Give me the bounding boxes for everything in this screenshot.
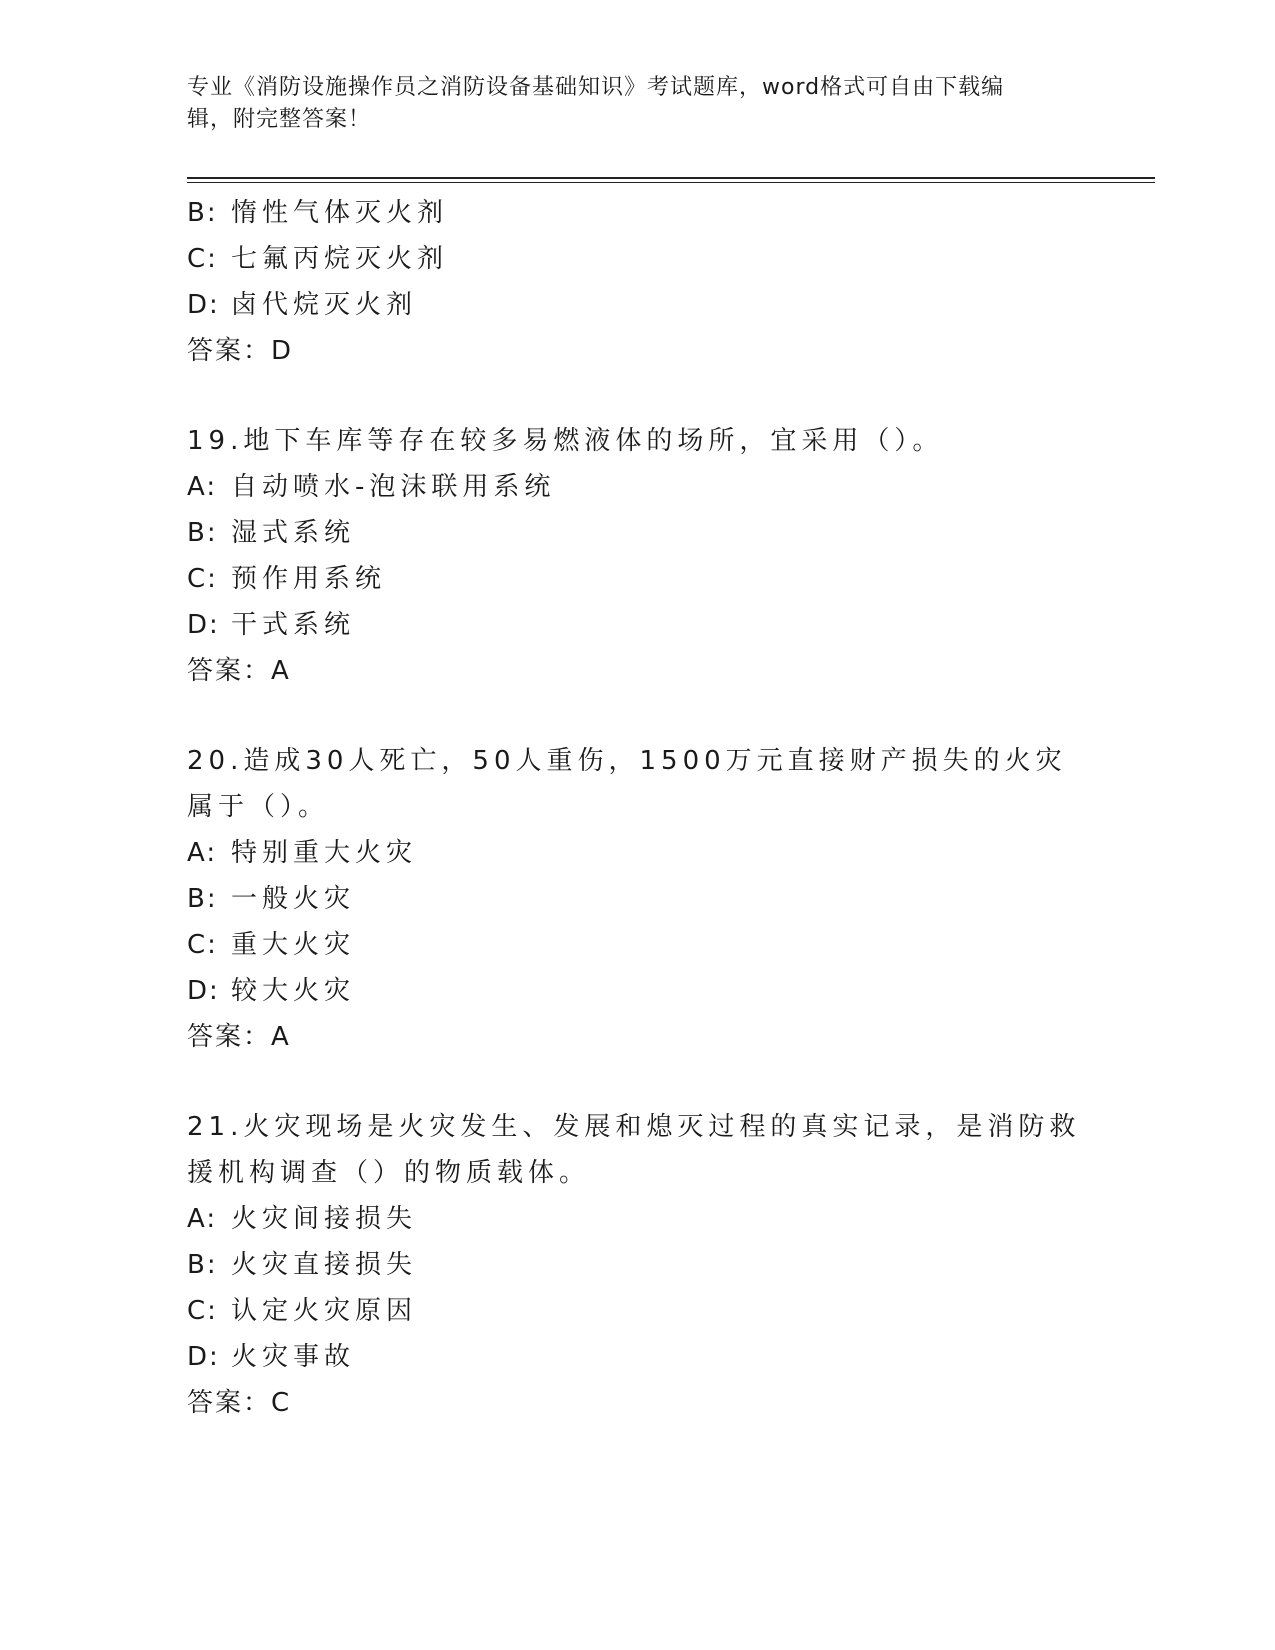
option-b: B: 惰性气体灭火剂 bbox=[187, 198, 449, 228]
header-rule-thin bbox=[187, 182, 1155, 183]
option-c: C: 认定火灾原因 bbox=[187, 1296, 418, 1326]
document-header bbox=[187, 72, 1087, 136]
question-20 bbox=[187, 738, 1087, 1060]
question-text: 20.造成30人死亡，50人重伤，1500万元直接财产损失的火灾属于（）。 bbox=[187, 746, 1067, 822]
answer: 答案：A bbox=[187, 656, 291, 686]
header-line-1: 专业《消防设施操作员之消防设备基础知识》考试题库，word格式可自由下载编 bbox=[187, 75, 1005, 100]
answer: 答案：C bbox=[187, 1388, 292, 1418]
option-b: B: 湿式系统 bbox=[187, 518, 356, 548]
option-a: A: 自动喷水-泡沫联用系统 bbox=[187, 472, 556, 502]
answer: 答案：A bbox=[187, 1022, 291, 1052]
option-a: A: 火灾间接损失 bbox=[187, 1204, 418, 1234]
option-b: B: 火灾直接损失 bbox=[187, 1250, 418, 1280]
option-d: D: 干式系统 bbox=[187, 610, 356, 640]
header-line-2: 辑，附完整答案！ bbox=[187, 107, 372, 132]
option-b: B: 一般火灾 bbox=[187, 884, 356, 914]
option-c: C: 七氟丙烷灭火剂 bbox=[187, 244, 449, 274]
question-19 bbox=[187, 418, 1087, 694]
option-c: C: 预作用系统 bbox=[187, 564, 387, 594]
question-21 bbox=[187, 1104, 1087, 1426]
option-d: D: 较大火灾 bbox=[187, 976, 356, 1006]
option-d: D: 火灾事故 bbox=[187, 1342, 356, 1372]
option-d: D: 卤代烷灭火剂 bbox=[187, 290, 418, 320]
question-text: 21.火灾现场是火灾发生、发展和熄灭过程的真实记录，是消防救援机构调查（）的物质载体。 bbox=[187, 1112, 1081, 1188]
question-text: 19.地下车库等存在较多易燃液体的场所，宜采用（）。 bbox=[187, 426, 944, 456]
option-c: C: 重大火灾 bbox=[187, 930, 356, 960]
option-a: A: 特别重大火灾 bbox=[187, 838, 418, 868]
continued-question bbox=[187, 190, 1087, 374]
header-rule-thick bbox=[187, 177, 1155, 179]
answer: 答案：D bbox=[187, 336, 294, 366]
question-content bbox=[187, 190, 1087, 1426]
